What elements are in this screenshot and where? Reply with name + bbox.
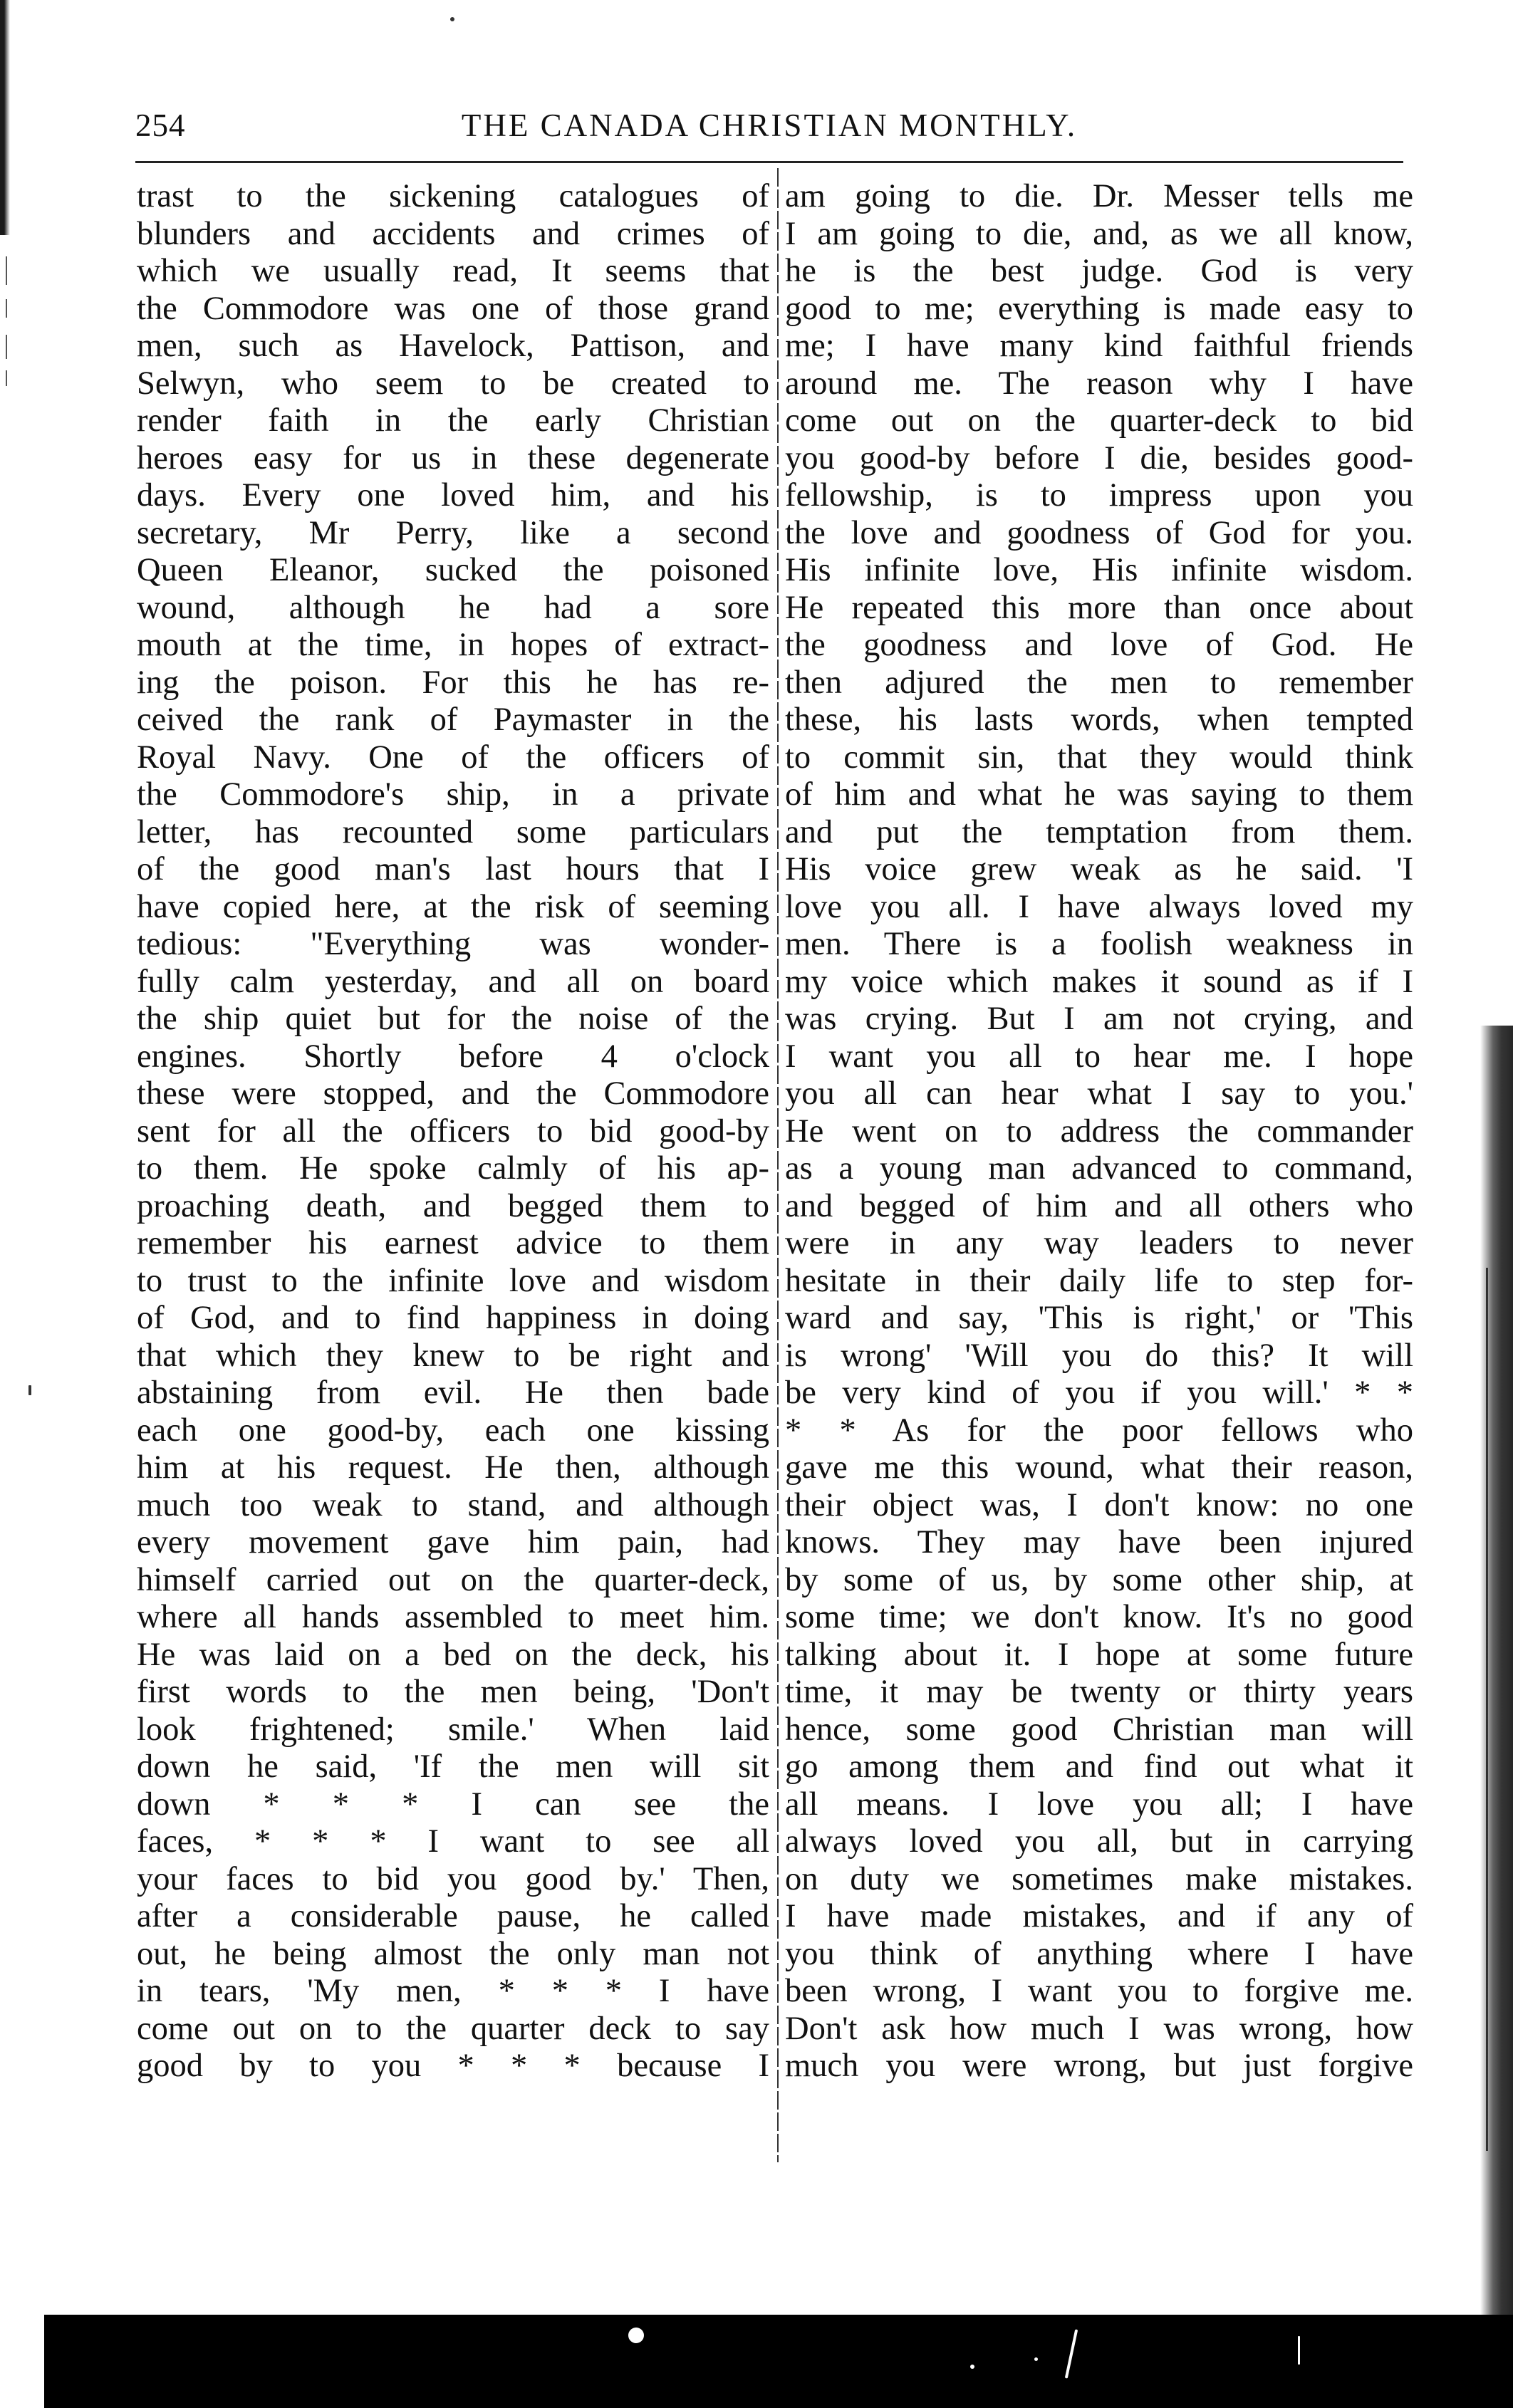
text-line: all means. I love you all; I have (785, 1786, 1413, 1823)
text-line: Royal Navy. One of the officers of (137, 739, 769, 776)
scan-artifact (6, 299, 7, 318)
text-line: and put the temptation from them. (785, 813, 1413, 850)
text-line: time, it may be twenty or thirty years (785, 1674, 1413, 1710)
text-line: abstaining from evil. He then bade (137, 1375, 769, 1411)
text-line: each one good-by, each one kissing (137, 1412, 769, 1449)
text-line: some time; we don't know. It's no good (785, 1599, 1413, 1635)
scan-artifact (28, 1385, 31, 1395)
text-line: where all hands assembled to meet him. (137, 1599, 769, 1635)
text-line: and begged of him and all others who (785, 1187, 1413, 1224)
text-line: He was laid on a bed on the deck, his (137, 1636, 769, 1673)
text-line: fellowship, is to impress upon you (785, 477, 1413, 514)
text-line: that which they knew to be right and (137, 1337, 769, 1374)
text-line: remember his earnest advice to them (137, 1225, 769, 1261)
text-line: which we usually read, It seems that (137, 253, 769, 289)
left-scan-edge (0, 0, 10, 235)
text-line: ceived the rank of Paymaster in the (137, 702, 769, 738)
text-line: you all can hear what I say to you.' (785, 1075, 1413, 1112)
text-line: be very kind of you if you will.' * * (785, 1375, 1413, 1411)
text-line: I have made mistakes, and if any of (785, 1898, 1413, 1934)
text-line: gave me this wound, what their reason, (785, 1449, 1413, 1486)
text-line: to commit sin, that they would think (785, 739, 1413, 776)
text-line: around me. The reason why I have (785, 365, 1413, 402)
text-line: hence, some good Christian man will (785, 1711, 1413, 1748)
text-line: then adjured the men to remember (785, 664, 1413, 701)
text-line: have copied here, at the risk of seeming (137, 888, 769, 925)
text-line: am going to die. Dr. Messer tells me (785, 178, 1413, 214)
text-line: He repeated this more than once about (785, 589, 1413, 626)
text-line: ing the poison. For this he has re- (137, 664, 769, 701)
text-line: in tears, 'My men, * * * I have (137, 1973, 769, 2009)
text-line: engines. Shortly before 4 o'clock (137, 1038, 769, 1075)
text-line: himself carried out on the quarter-deck, (137, 1561, 769, 1598)
text-line: blunders and accidents and crimes of (137, 215, 769, 252)
text-line: Selwyn, who seem to be created to (137, 365, 769, 402)
text-line: always loved you all, but in carrying (785, 1823, 1413, 1860)
page-number: 254 (135, 108, 186, 143)
text-line: His voice grew weak as he said. 'I (785, 851, 1413, 887)
text-line: mouth at the time, in hopes of extract- (137, 627, 769, 663)
text-line: of the good man's last hours that I (137, 851, 769, 887)
text-line: my voice which makes it sound as if I (785, 963, 1413, 1000)
text-line: men. There is a foolish weakness in (785, 926, 1413, 962)
text-line: your faces to bid you good by.' Then, (137, 1860, 769, 1897)
text-line: His infinite love, His infinite wisdom. (785, 552, 1413, 588)
text-line: down he said, 'If the men will sit (137, 1748, 769, 1785)
text-line: the Commodore's ship, in a private (137, 776, 769, 813)
text-line: render faith in the early Christian (137, 402, 769, 439)
scan-artifact (1034, 2357, 1038, 2361)
text-line: of him and what he was saying to them (785, 776, 1413, 813)
text-line: sent for all the officers to bid good-by (137, 1112, 769, 1150)
bottom-scan-band (44, 2315, 1513, 2408)
right-text-column (785, 178, 1413, 2085)
text-line: come out on the quarter-deck to bid (785, 402, 1413, 439)
scan-artifact (6, 370, 7, 386)
text-line: go among them and find out what it (785, 1748, 1413, 1785)
text-line: down * * * I can see the (137, 1786, 769, 1823)
text-line: him at his request. He then, although (137, 1449, 769, 1486)
text-line: good to me; everything is made easy to (785, 290, 1413, 327)
text-line: Queen Eleanor, sucked the poisoned (137, 552, 769, 588)
text-line: much too weak to stand, and although (137, 1486, 769, 1523)
text-line: ward and say, 'This is right,' or 'This (785, 1300, 1413, 1336)
text-line: * * As for the poor fellows who (785, 1412, 1413, 1449)
text-line: hesitate in their daily life to step for- (785, 1262, 1413, 1299)
text-line: me; I have many kind faithful friends (785, 328, 1413, 364)
page-header (135, 107, 1403, 150)
scan-artifact (1298, 2336, 1300, 2365)
text-line: the Commodore was one of those grand (137, 290, 769, 327)
text-line: faces, * * * I want to see all (137, 1823, 769, 1860)
text-line: tedious: "Everything was wonder- (137, 926, 769, 962)
text-line: every movement gave him pain, had (137, 1524, 769, 1560)
text-line: heroes easy for us in these degenerate (137, 439, 769, 476)
scan-artifact (970, 2365, 974, 2369)
text-line: been wrong, I want you to forgive me. (785, 1973, 1413, 2009)
text-line: to them. He spoke calmly of his ap- (137, 1150, 769, 1187)
text-line: first words to the men being, 'Don't (137, 1674, 769, 1710)
text-line: proaching death, and begged them to (137, 1187, 769, 1224)
header-rule (135, 161, 1403, 163)
text-line: of God, and to find happiness in doing (137, 1300, 769, 1336)
text-line: secretary, Mr Perry, like a second (137, 514, 769, 551)
text-line: their object was, I don't know: no one (785, 1486, 1413, 1523)
running-title: THE CANADA CHRISTIAN MONTHLY. (461, 108, 1078, 143)
scan-artifact (450, 17, 454, 21)
text-line: men, such as Havelock, Pattison, and (137, 328, 769, 364)
text-line: days. Every one loved him, and his (137, 477, 769, 514)
text-line: He went on to address the commander (785, 1112, 1413, 1150)
right-scan-edge (1480, 1026, 1513, 2408)
text-line: come out on to the quarter deck to say (137, 2010, 769, 2047)
text-line: you good-by before I die, besides good- (785, 439, 1413, 476)
text-line: trast to the sickening catalogues of (137, 178, 769, 214)
text-line: on duty we sometimes make mistakes. (785, 1860, 1413, 1897)
text-line: knows. They may have been injured (785, 1524, 1413, 1560)
text-line: letter, has recounted some particulars (137, 813, 769, 850)
text-line: as a young man advanced to command, (785, 1150, 1413, 1187)
text-line: is wrong' 'Will you do this? It will (785, 1337, 1413, 1374)
text-line: were in any way leaders to never (785, 1225, 1413, 1261)
text-line: he is the best judge. God is very (785, 253, 1413, 289)
text-line: you think of anything where I have (785, 1935, 1413, 1972)
text-line: Don't ask how much I was wrong, how (785, 2010, 1413, 2047)
text-line: wound, although he had a sore (137, 589, 769, 626)
text-line: the love and goodness of God for you. (785, 514, 1413, 551)
scan-artifact (6, 335, 7, 359)
left-text-column (137, 178, 769, 2085)
scan-artifact (6, 256, 7, 285)
text-line: the goodness and love of God. He (785, 627, 1413, 663)
text-line: fully calm yesterday, and all on board (137, 963, 769, 1000)
scan-artifact (1065, 2329, 1078, 2378)
text-line: these, his lasts words, when tempted (785, 702, 1413, 738)
column-divider (777, 168, 779, 2162)
text-line: after a considerable pause, he called (137, 1898, 769, 1934)
text-line: by some of us, by some other ship, at (785, 1561, 1413, 1598)
text-line: I want you all to hear me. I hope (785, 1038, 1413, 1075)
text-line: these were stopped, and the Commodore (137, 1075, 769, 1112)
text-line: much you were wrong, but just forgive (785, 2048, 1413, 2084)
text-line: I am going to die, and, as we all know, (785, 215, 1413, 252)
text-line: look frightened; smile.' When laid (137, 1711, 769, 1748)
text-line: out, he being almost the only man not (137, 1935, 769, 1972)
text-line: talking about it. I hope at some future (785, 1636, 1413, 1673)
text-line: was crying. But I am not crying, and (785, 1001, 1413, 1037)
text-line: the ship quiet but for the noise of the (137, 1001, 769, 1037)
scan-artifact (628, 2328, 644, 2343)
text-line: love you all. I have always loved my (785, 888, 1413, 925)
text-line: good by to you * * * because I (137, 2048, 769, 2084)
text-line: to trust to the infinite love and wisdom (137, 1262, 769, 1299)
